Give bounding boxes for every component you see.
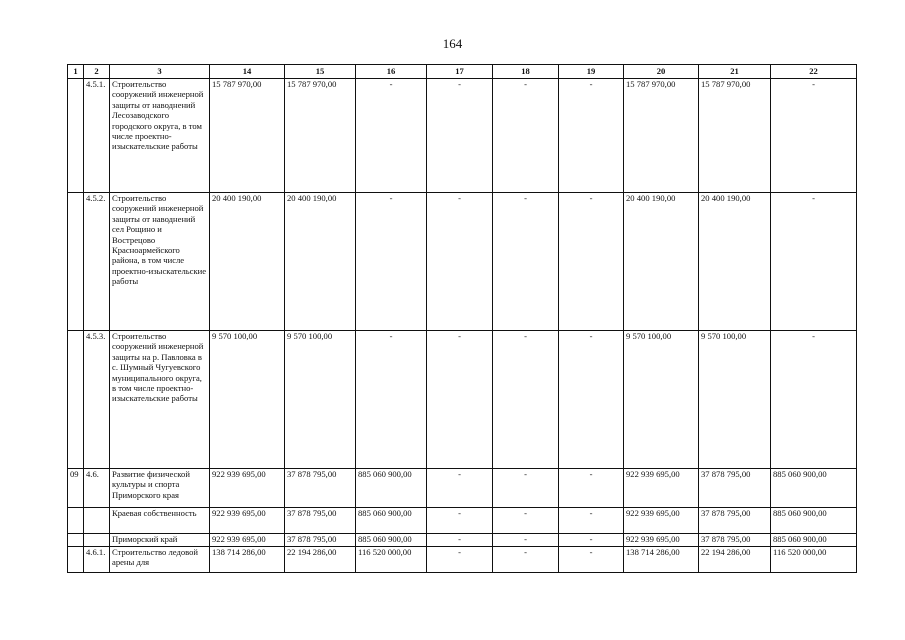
value-cell-19: -: [559, 79, 624, 193]
value-cell-16: 885 060 900,00: [356, 508, 427, 534]
value-cell-21: 37 878 795,00: [699, 508, 771, 534]
value-cell-17: -: [427, 79, 493, 193]
value-cell-22: 885 060 900,00: [771, 534, 857, 547]
value-cell-17: -: [427, 331, 493, 469]
value-cell-17: -: [427, 508, 493, 534]
row-code-cell: 4.5.2.: [84, 193, 110, 331]
row-code-cell: 4.5.1.: [84, 79, 110, 193]
value-cell-18: -: [493, 193, 559, 331]
value-cell-17: -: [427, 534, 493, 547]
value-cell-16: 885 060 900,00: [356, 469, 427, 508]
value-cell-22: 885 060 900,00: [771, 469, 857, 508]
value-cell-19: -: [559, 534, 624, 547]
row-code-cell: 4.6.1.: [84, 547, 110, 573]
row-code-cell: [84, 508, 110, 534]
value-cell-22: -: [771, 193, 857, 331]
table-row: [68, 331, 857, 469]
value-cell-18: -: [493, 331, 559, 469]
value-cell-22: 885 060 900,00: [771, 508, 857, 534]
column-header: 22: [771, 65, 857, 79]
value-cell-20: 922 939 695,00: [624, 508, 699, 534]
value-cell-20: 922 939 695,00: [624, 469, 699, 508]
value-cell-22: -: [771, 331, 857, 469]
table-row: [68, 547, 857, 573]
value-cell-21: 37 878 795,00: [699, 534, 771, 547]
row-code-cell: [84, 534, 110, 547]
value-cell-16: 885 060 900,00: [356, 534, 427, 547]
value-cell-14: 15 787 970,00: [210, 79, 285, 193]
row-name-cell: Строительство сооружений инженерной защиты от наводнений сел Рощино и Вострецово Красноармейского района, в том числе проектно-изыскательские работы: [110, 193, 210, 331]
row-name-cell: Развитие физической культуры и спорта Приморского края: [110, 469, 210, 508]
value-cell-15: 22 194 286,00: [285, 547, 356, 573]
column-header: 2: [84, 65, 110, 79]
column-header: 15: [285, 65, 356, 79]
value-cell-22: 116 520 000,00: [771, 547, 857, 573]
value-cell-20: 138 714 286,00: [624, 547, 699, 573]
value-cell-17: -: [427, 547, 493, 573]
row-name-cell: Краевая собственность: [110, 508, 210, 534]
value-cell-14: 20 400 190,00: [210, 193, 285, 331]
row-name-cell: Приморский край: [110, 534, 210, 547]
table-row: [68, 508, 857, 534]
value-cell-21: 15 787 970,00: [699, 79, 771, 193]
value-cell-20: 15 787 970,00: [624, 79, 699, 193]
value-cell-20: 20 400 190,00: [624, 193, 699, 331]
value-cell-15: 20 400 190,00: [285, 193, 356, 331]
column-header: 14: [210, 65, 285, 79]
value-cell-20: 922 939 695,00: [624, 534, 699, 547]
page-number: 164: [442, 36, 463, 51]
column-header: 16: [356, 65, 427, 79]
value-cell-15: 37 878 795,00: [285, 508, 356, 534]
column-header: 19: [559, 65, 624, 79]
value-cell-17: -: [427, 193, 493, 331]
value-cell-16: 116 520 000,00: [356, 547, 427, 573]
column-header: 1: [68, 65, 84, 79]
budget-table: [67, 64, 857, 573]
value-cell-17: -: [427, 469, 493, 508]
row-code-cell: [68, 534, 84, 547]
column-header: 3: [110, 65, 210, 79]
row-name-cell: Строительство сооружений инженерной защиты от наводнений Лесозаводского городского округа, в том числе проектно-изыскательские работы: [110, 79, 210, 193]
row-code-cell: [68, 331, 84, 469]
row-code-cell: 4.6.: [84, 469, 110, 508]
value-cell-16: -: [356, 193, 427, 331]
value-cell-21: 20 400 190,00: [699, 193, 771, 331]
value-cell-15: 37 878 795,00: [285, 469, 356, 508]
column-header: 18: [493, 65, 559, 79]
table-row: [68, 193, 857, 331]
column-header: 21: [699, 65, 771, 79]
table-row: [68, 469, 857, 508]
row-name-cell: Строительство сооружений инженерной защиты на р. Павловка в с. Шумный Чугуевского муниципального округа, в том числе проектно-изыскательские работы: [110, 331, 210, 469]
value-cell-16: -: [356, 79, 427, 193]
value-cell-21: 9 570 100,00: [699, 331, 771, 469]
column-header: 17: [427, 65, 493, 79]
value-cell-14: 922 939 695,00: [210, 508, 285, 534]
value-cell-21: 22 194 286,00: [699, 547, 771, 573]
row-name-cell: Строительство ледовой арены для: [110, 547, 210, 573]
value-cell-18: -: [493, 534, 559, 547]
value-cell-14: 922 939 695,00: [210, 469, 285, 508]
value-cell-19: -: [559, 193, 624, 331]
table-row: [68, 534, 857, 547]
row-code-cell: [68, 508, 84, 534]
value-cell-19: -: [559, 508, 624, 534]
value-cell-19: -: [559, 331, 624, 469]
value-cell-15: 9 570 100,00: [285, 331, 356, 469]
row-code-cell: [68, 79, 84, 193]
column-header: 20: [624, 65, 699, 79]
value-cell-15: 37 878 795,00: [285, 534, 356, 547]
value-cell-18: -: [493, 79, 559, 193]
value-cell-18: -: [493, 547, 559, 573]
value-cell-21: 37 878 795,00: [699, 469, 771, 508]
value-cell-14: 9 570 100,00: [210, 331, 285, 469]
value-cell-18: -: [493, 508, 559, 534]
value-cell-15: 15 787 970,00: [285, 79, 356, 193]
value-cell-20: 9 570 100,00: [624, 331, 699, 469]
table-row: [68, 79, 857, 193]
value-cell-16: -: [356, 331, 427, 469]
value-cell-18: -: [493, 469, 559, 508]
row-code-cell: 4.5.3.: [84, 331, 110, 469]
value-cell-19: -: [559, 469, 624, 508]
row-code-cell: 09: [68, 469, 84, 508]
header-row: [68, 65, 857, 79]
value-cell-22: -: [771, 79, 857, 193]
value-cell-14: 138 714 286,00: [210, 547, 285, 573]
value-cell-19: -: [559, 547, 624, 573]
row-code-cell: [68, 193, 84, 331]
row-code-cell: [68, 547, 84, 573]
value-cell-14: 922 939 695,00: [210, 534, 285, 547]
